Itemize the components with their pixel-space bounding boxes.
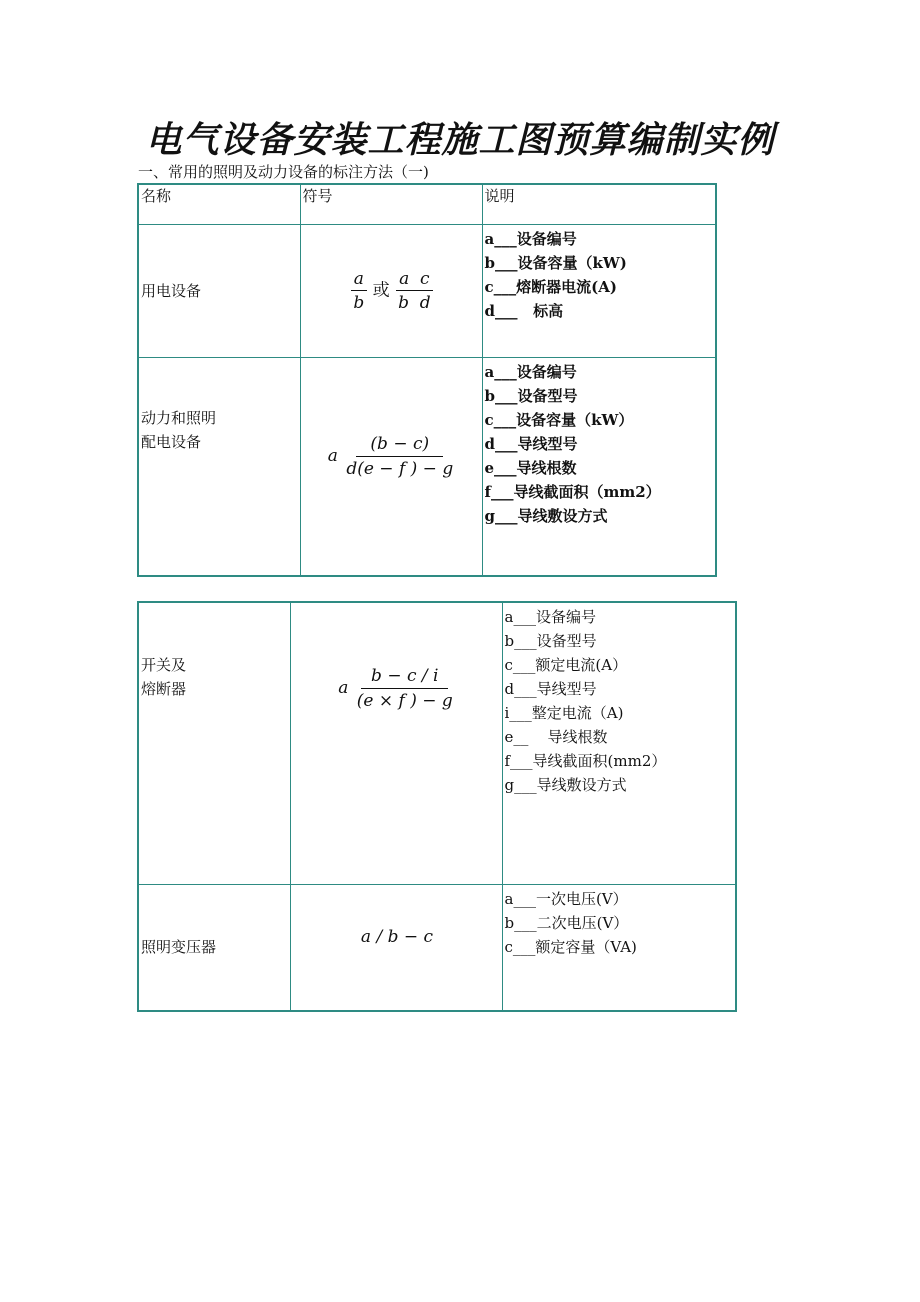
fraction: $\frac{(b - c)}{d(e - f ) - g}$ xyxy=(346,433,454,479)
notation-table-2 xyxy=(137,601,737,1012)
row-name: 用电设备 xyxy=(138,224,300,357)
row-name: 照明变压器 xyxy=(138,884,290,1011)
row-description: a___设备编号 b___设备型号 c___额定电流(A） d___导线型号 i___整定电流（A) e__ 导线根数 f___导线截面积(mm2） g___导线敷设方式 xyxy=(502,602,736,884)
table-row xyxy=(138,224,716,357)
symbol-formula xyxy=(300,224,482,357)
row-description: a___设备编号 b___设备容量（kW) c___熔断器电流(A) d___ 标高 xyxy=(482,224,716,357)
fraction: $\frac{a}{b}$ xyxy=(350,269,367,313)
or-text: 或 xyxy=(372,280,390,300)
fraction: $\frac{\text{a c}}{\text{b d}}$ xyxy=(398,268,431,313)
row-description: a___一次电压(V） b___二次电压(V） c___额定容量（VA) xyxy=(502,884,736,1011)
table-row xyxy=(138,884,736,1011)
row-name: 开关及 熔断器 xyxy=(138,602,290,884)
section-heading: 一、常用的照明及动力设备的标注方法（一) xyxy=(138,163,429,181)
notation-table-1 xyxy=(137,183,717,577)
row-description: a___设备编号 b___设备型号 c___设备容量（kW） d___导线型号 e___导线根数 f___导线截面积（mm2） g___导线敷设方式 xyxy=(482,357,716,576)
symbol-formula: a $\frac{(b - c)}{d(e - f ) - g}$ xyxy=(300,357,482,576)
table-row xyxy=(138,357,716,576)
fraction: $\frac{b - c / i}{(e \times f ) - g}$ xyxy=(356,666,453,711)
page-title: 电气设备安装工程施工图预算编制实例 xyxy=(145,119,775,161)
header-symbol: 符号 xyxy=(300,184,482,224)
symbol-formula: a $\frac{b - c / i}{(e \times f ) - g}$ xyxy=(290,602,502,884)
row-name: 动力和照明 配电设备 xyxy=(138,357,300,576)
symbol-formula: a / b − c xyxy=(290,884,502,1011)
header-description: 说明 xyxy=(482,184,716,224)
table-row xyxy=(138,602,736,884)
table-header-row xyxy=(138,184,716,224)
header-name: 名称 xyxy=(138,184,300,224)
